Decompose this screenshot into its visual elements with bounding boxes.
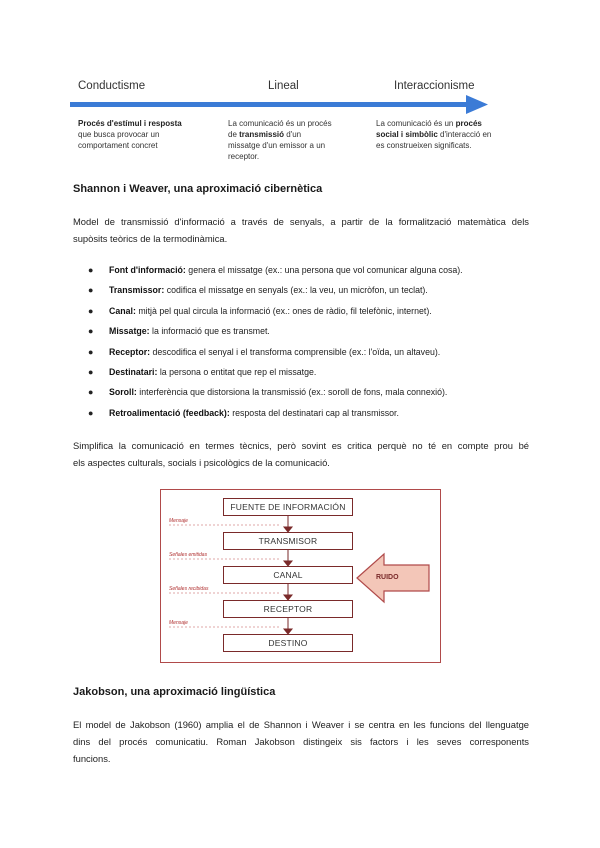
box-fuente-informacion: FUENTE DE INFORMACIÓN [223,498,353,516]
jakobson-paragraph: El model de Jakobson (1960) amplia el de Shannon i Weaver i se centra en les funcions del llenguatge dins del procés comunicatiu. Roman Jakobson distingeix sis factors i les seves corresponents funcions. [73,719,529,764]
flow-label: Mensaje [169,518,188,524]
shannon-weaver-diagram [160,489,441,663]
timeline-desc-interaccionisme: La comunicació és un procés social i simbòlic d'interacció en es construeixen significats. [376,119,492,150]
flow-label: Mensaje [169,620,188,626]
component-list [88,263,463,426]
summary-paragraph: Simplifica la comunicació en termes tècnics, però sovint es critica perquè no té en compte prou bé els aspectes culturals, socials i psicològics de la comunicació. [73,440,529,468]
flow-label: Señales emitidas [169,552,208,558]
flow-label: Señales recibidas [169,586,209,592]
list-item: ● Missatge: la informació que es transmet. [88,326,270,337]
list-item: ● Soroll: interferència que distorsiona la transmissió (ex.: soroll de fons, mala connexió). [88,387,448,398]
box-receptor: RECEPTOR [223,600,353,618]
heading-shannon-weaver: Shannon i Weaver, una aproximació cibernètica [73,183,323,195]
list-item: ● Canal: mitjà pel qual circula la informació (ex.: ones de ràdio, fil telefònic, internet). [88,305,432,316]
heading-jakobson: Jakobson, una aproximació lingüística [73,686,276,698]
timeline-desc-conductisme: Procés d'estímul i resposta que busca provocar un comportament concret [78,119,182,150]
list-item: ● Receptor: descodifica el senyal i el transforma comprensible (ex.: l'oïda, un altaveu). [88,346,441,357]
list-item: ● Retroalimentació (feedback): resposta del destinatari cap al transmissor. [88,407,399,418]
list-item: ● Destinatari: la persona o entitat que rep el missatge. [88,366,317,377]
timeline-label-interaccionisme: Interaccionisme [394,80,475,92]
timeline-desc-lineal: La comunicació és un procés de transmissió d'un missatge d'un emissor a un receptor. [228,119,332,161]
ruido-label: RUIDO [376,574,399,581]
box-destino: DESTINO [223,634,353,652]
list-item: ● Font d'informació: genera el missatge (ex.: una persona que vol comunicar alguna cosa). [88,265,463,275]
timeline-label-lineal: Lineal [268,80,299,92]
list-item: ● Transmissor: codifica el missatge en senyals (ex.: la veu, un micròfon, un teclat). [88,285,428,296]
box-transmisor: TRANSMISOR [223,532,353,550]
timeline-label-conductisme: Conductisme [78,80,146,92]
intro-paragraph: Model de transmissió d'informació a través de senyals, a partir de la formalització matemàtica dels supòsits teòrics de la termodinàmica. [73,216,529,244]
timeline-arrow [70,92,490,116]
box-canal: CANAL [223,566,353,584]
